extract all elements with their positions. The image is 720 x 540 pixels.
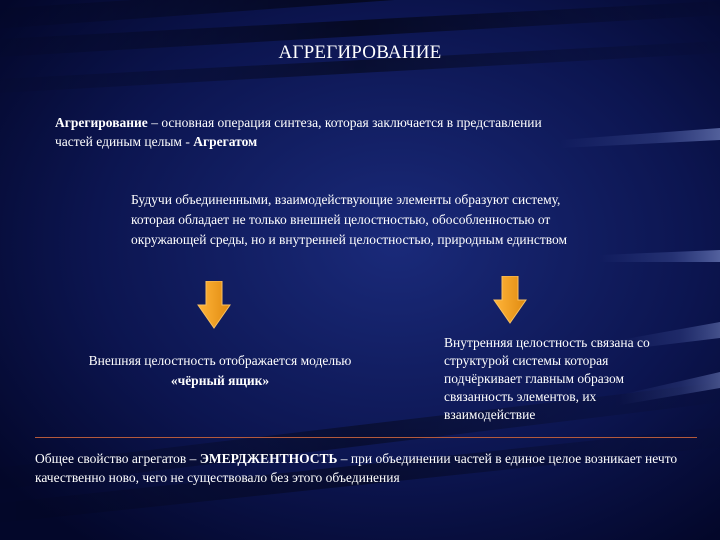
down-arrow-icon (197, 281, 231, 329)
down-arrow-icon (493, 276, 527, 324)
emergence-term: ЭМЕРДЖЕНТНОСТЬ (199, 451, 338, 466)
emergence-prefix: Общее свойство агрегатов – (35, 451, 200, 466)
black-box-model: «чёрный ящик» (170, 373, 270, 388)
divider-line (35, 437, 697, 438)
slide-title: АГРЕГИРОВАНИЕ (278, 42, 442, 63)
definition-result-term: Агрегатом (193, 134, 258, 149)
definition-term: Агрегирование (55, 115, 148, 130)
definition-text: – основная операция синтеза, которая заключается в представлении частей единым целым - (55, 115, 542, 149)
external-integrity-paragraph (55, 351, 385, 391)
integrity-paragraph: Будучи объединенными, взаимодействующие элементы образуют систему, которая обладает не только внешней целостностью, обособленностью от окружающей среды, но и внутренней целостностью, природным единством (131, 192, 568, 247)
definition-paragraph (55, 113, 575, 151)
internal-integrity-paragraph: Внутренняя целостность связана со структурой системы которая подчёркивает главным образом связанность элементов, их взаимодействие (444, 335, 650, 422)
external-integrity-text: Внешняя целостность отображается моделью (88, 353, 352, 368)
emergence-suffix: – при объединении частей в единое целое возникает нечто качественно ново, чего не существовало без этого объединения (35, 451, 678, 485)
emergence-paragraph (35, 449, 705, 487)
